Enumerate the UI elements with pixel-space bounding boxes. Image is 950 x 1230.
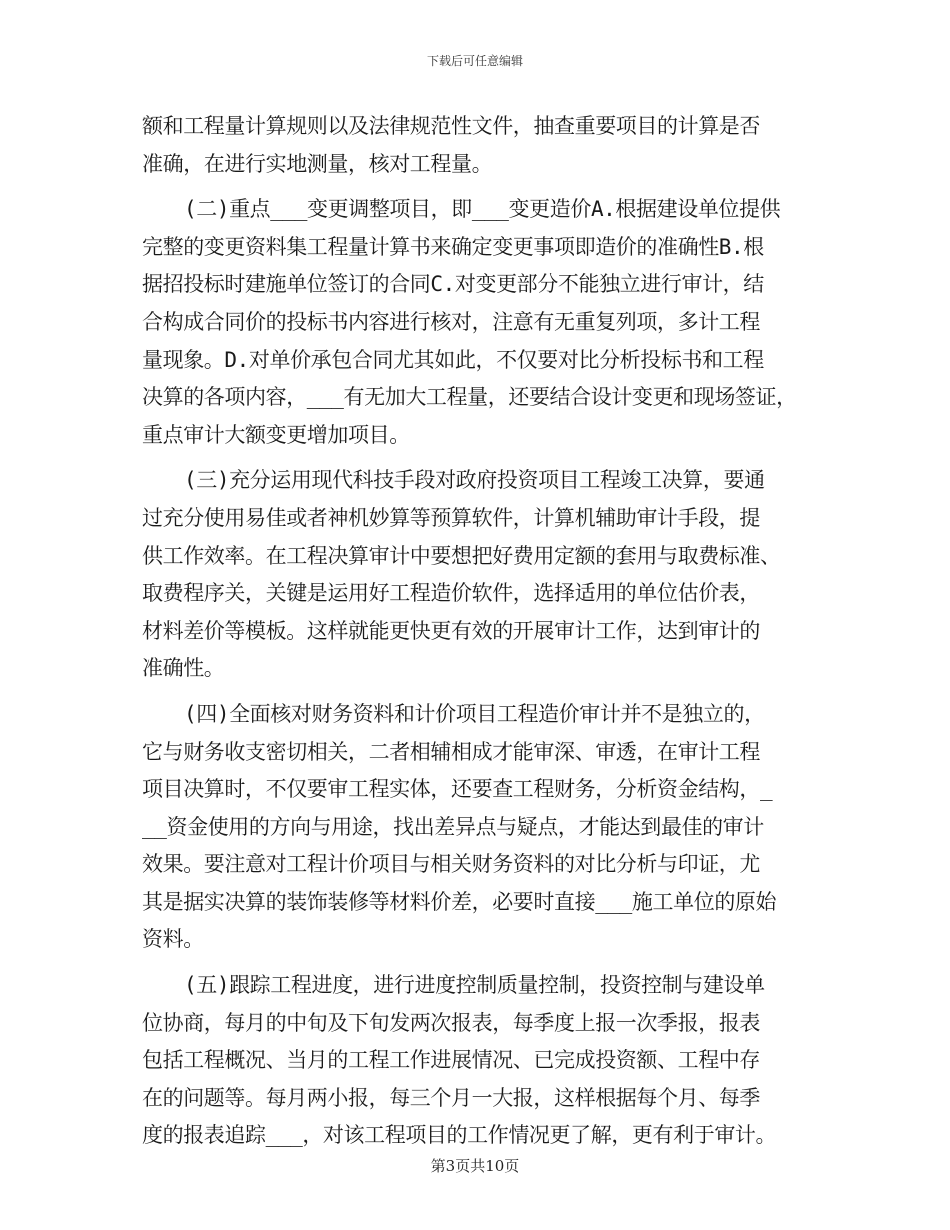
paragraph <box>142 696 810 959</box>
text-line: 资料。 <box>142 927 204 952</box>
paragraph <box>142 108 810 183</box>
text-line: (四)全面核对财务资料和计价项目工程造价审计并不是独立的， <box>184 701 765 726</box>
text-line: 完整的变更资料集工程量计算书来确定变更事项即造价的准确性B.根 <box>142 234 764 259</box>
text-line: 包括工程概况、当月的工程工作进展情况、已完成投资额、工程中存 <box>142 1048 760 1073</box>
text-line: 在的问题等。每月两小报，每三个月一大报，这样根据每个月、每季 <box>142 1085 760 1110</box>
page-header: 下载后可任意编辑 <box>426 54 523 68</box>
text-line: 材料差价等模板。这样就能更快更有效的开展审计工作，达到审计的 <box>142 618 760 643</box>
document-body <box>142 108 810 1155</box>
text-line: 其是据实决算的装饰装修等材料价差，必要时直接___施工单位的原始 <box>142 889 777 914</box>
text-line: 额和工程量计算规则以及法律规范性文件，抽查重要项目的计算是否 <box>142 114 760 138</box>
text-line: (三)充分运用现代科技手段对政府投资项目工程竣工决算，要通 <box>184 468 765 493</box>
text-line: 重点审计大额变更增加项目。 <box>142 422 410 447</box>
text-line: 过充分使用易佳或者神机妙算等预算软件，计算机辅助审计手段，提 <box>142 505 760 530</box>
text-line: __资金使用的方向与用途，找出差异点与疑点，才能达到最佳的审计 <box>142 814 764 839</box>
text-line: 量现象。D.对单价承包合同尤其如此，不仅要对比分析投标书和工程 <box>142 347 764 372</box>
text-line: 度的报表追踪___，对该工程项目的工作情况更了解，更有利于审计。 <box>142 1123 777 1148</box>
text-line: 取费程序关，关键是运用好工程造价软件，选择适用的单位估价表， <box>142 581 760 606</box>
text-line: (二)重点___变更调整项目，即___变更造价A.根据建设单位提供 <box>184 197 781 222</box>
text-line: 位协商，每月的中旬及下旬发两次报表，每季度上报一次季报，报表 <box>142 1010 760 1035</box>
text-line: 效果。要注意对工程计价项目与相关财务资料的对比分析与印证，尤 <box>142 852 760 877</box>
text-line: 据招投标时建施单位签订的合同C.对变更部分不能独立进行审计，结 <box>142 272 764 297</box>
text-line: 合构成合同价的投标书内容进行核对，注意有无重复列项，多计工程 <box>142 309 760 334</box>
text-line: 项目决算时，不仅要审工程实体，还要查工程财务，分析资金结构，_ <box>142 777 773 802</box>
paragraph <box>142 462 810 688</box>
text-line: 它与财务收支密切相关，二者相辅相成才能审深、审透，在审计工程 <box>142 739 760 764</box>
page-number: 第3页共10页 <box>430 1157 520 1175</box>
paragraph <box>142 967 810 1155</box>
text-line: 供工作效率。在工程决算审计中要想把好费用定额的套用与取费标准、 <box>142 543 781 568</box>
paragraph <box>142 191 810 454</box>
text-line: 决算的各项内容，___有无加大工程量，还要结合设计变更和现场签证， <box>142 385 797 410</box>
text-line: 准确性。 <box>142 656 225 681</box>
text-line: 准确，在进行实地测量，核对工程量。 <box>142 151 493 176</box>
text-line: (五)跟踪工程进度，进行进度控制质量控制，投资控制与建设单 <box>184 973 765 998</box>
